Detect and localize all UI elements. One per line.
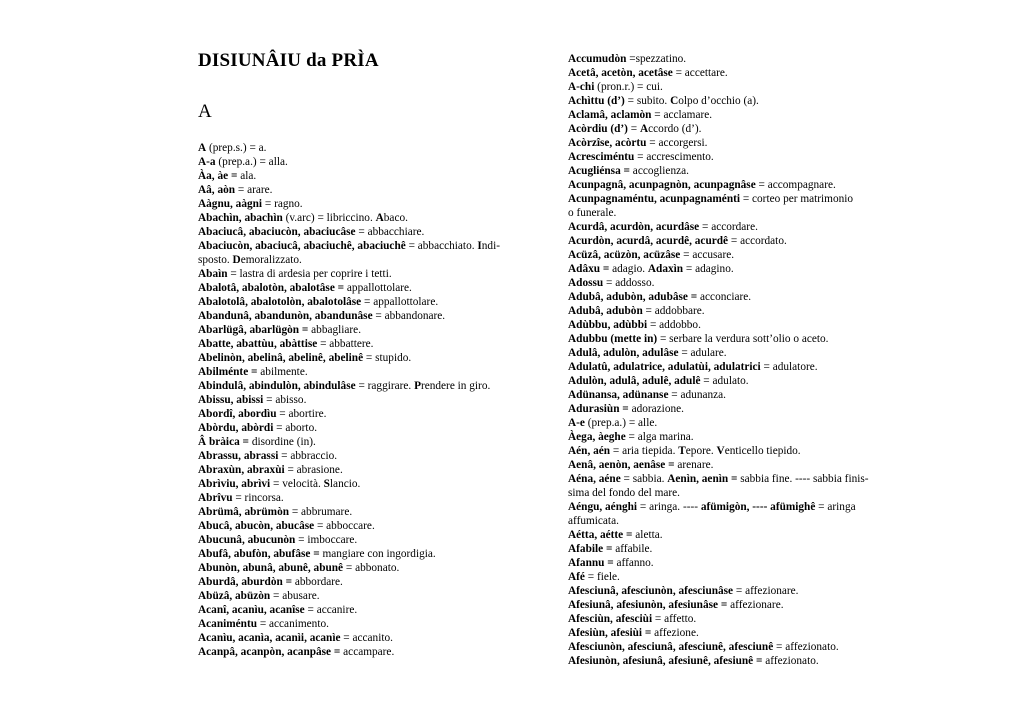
entry-headword: Abandunâ, abandunòn, abandunâse — [198, 310, 373, 322]
dictionary-entry — [198, 393, 528, 407]
entry-text: =spezzatino. — [626, 53, 687, 65]
entry-text: = abbacchiato. — [405, 240, 478, 252]
entry-text: rendere in giro. — [420, 380, 491, 392]
entry-headword: A — [375, 212, 384, 224]
entry-headword: Abalotâ, abalotòn, abalotâse = — [198, 282, 345, 294]
entry-text: = fiele. — [584, 571, 620, 583]
entry-headword: Aenâ, aenòn, aenâse = — [568, 459, 675, 471]
entry-text: = accorgersi. — [646, 137, 708, 149]
entry-headword: Abelinòn, abelinâ, abelinê, abelinê — [198, 352, 364, 364]
entry-text: affezionato. — [762, 655, 819, 667]
section-letter: A — [198, 101, 212, 122]
entry-text: = rincorsa. — [232, 492, 284, 504]
entry-headword: Acunpagnaméntu, acunpagnaménti — [568, 193, 740, 205]
entry-text: olpo d’occhio (a). — [678, 95, 759, 107]
entry-text: affanno. — [613, 557, 654, 569]
dictionary-entry — [198, 337, 528, 351]
entry-text: aletta. — [632, 529, 663, 541]
entry-text: (prep.s.) = a. — [206, 142, 267, 154]
entry-text: ndi- — [481, 240, 500, 252]
entry-text: = accanire. — [304, 604, 358, 616]
entry-headword: Aén, aén — [568, 445, 611, 457]
dictionary-entry — [198, 267, 528, 281]
entry-text: ala. — [237, 170, 257, 182]
entry-headword: Aenìn, aenìn = — [667, 473, 738, 485]
entry-text: = appallottolare. — [361, 296, 439, 308]
entry-headword: Abrìviu, abrìvi — [198, 478, 271, 490]
entry-headword: Aburdâ, aburdòn = — [198, 576, 293, 588]
dictionary-entry — [568, 248, 898, 262]
dictionary-entry — [198, 617, 528, 631]
dictionary-entry — [568, 290, 898, 304]
entry-headword: Acetâ, acetòn, acetâse — [568, 67, 673, 79]
right-column — [568, 52, 898, 668]
entry-text: = sabbia. — [620, 473, 668, 485]
dictionary-entry — [568, 52, 898, 66]
dictionary-entry — [198, 491, 528, 505]
dictionary-entry — [198, 505, 528, 519]
dictionary-entry — [568, 164, 898, 178]
entry-headword: P — [414, 380, 421, 392]
entry-text: = aringa — [815, 501, 856, 513]
dictionary-entry — [198, 435, 528, 449]
entry-text: o funerale. — [568, 207, 617, 219]
entry-headword: Â bràica = — [198, 436, 249, 448]
dictionary-entry — [568, 626, 898, 640]
entry-text: = accusare. — [680, 249, 735, 261]
entry-text: = — [627, 123, 640, 135]
entry-text: = aria tiepida. — [610, 445, 679, 457]
dictionary-entry — [568, 94, 898, 108]
dictionary-entry — [198, 211, 528, 225]
dictionary-entry — [568, 584, 898, 598]
dictionary-entry — [568, 472, 898, 500]
entry-headword: Abaciucâ, abaciucòn, abaciucâse — [198, 226, 356, 238]
entry-headword: Afesiunòn, afesiunâ, afesiunê, afesiunê = — [568, 655, 763, 667]
entry-text: = accordato. — [728, 235, 787, 247]
dictionary-entry — [198, 239, 528, 267]
entry-headword: Abarlügâ, abarlügòn = — [198, 324, 309, 336]
entry-headword: Abilménte = — [198, 366, 258, 378]
dictionary-entry — [198, 603, 528, 617]
entry-text: = aborto. — [273, 422, 318, 434]
dictionary-entry — [568, 500, 898, 528]
entry-text: = ragno. — [262, 198, 303, 210]
entry-text: disordine (in). — [249, 436, 316, 448]
entry-headword: Acunpagnâ, acunpagnòn, acunpagnâse — [568, 179, 756, 191]
entry-text: (prep.a.) = alle. — [584, 417, 658, 429]
dictionary-entry — [198, 323, 528, 337]
entry-text: = adulare. — [678, 347, 727, 359]
entry-text: lancio. — [329, 478, 361, 490]
entry-headword: S — [323, 478, 330, 490]
entry-text: sima del fondo del mare. — [568, 487, 680, 499]
entry-headword: Adulòn, adulâ, adulê, adulê — [568, 375, 701, 387]
dictionary-entry — [568, 598, 898, 612]
entry-text: = imboccare. — [295, 534, 358, 546]
entry-text: (prep.a.) = alla. — [215, 156, 288, 168]
dictionary-entry — [198, 407, 528, 421]
entry-text: = abbandonare. — [372, 310, 446, 322]
entry-headword: A-chi — [568, 81, 595, 93]
entry-headword: Abüzâ, abüzòn — [198, 590, 271, 602]
entry-headword: Acurdâ, acurdòn, acurdâse — [568, 221, 700, 233]
entry-text: = raggirare. — [355, 380, 415, 392]
dictionary-entry — [198, 533, 528, 547]
dictionary-entry — [568, 136, 898, 150]
entry-text: affezionare. — [727, 599, 784, 611]
entry-headword: C — [670, 95, 679, 107]
entry-text: affezione. — [651, 627, 699, 639]
dictionary-entry — [568, 360, 898, 374]
entry-headword: Adubâ, adubòn, adubâse = — [568, 291, 698, 303]
entry-text: abbagliare. — [308, 324, 362, 336]
entry-headword: Acresciméntu — [568, 151, 635, 163]
dictionary-entry — [568, 458, 898, 472]
entry-headword: Afesciunòn, afesciunâ, afesciunê, afesciunê — [568, 641, 774, 653]
dictionary-entry — [568, 66, 898, 80]
dictionary-entry — [198, 225, 528, 239]
entry-text: epore. — [685, 445, 717, 457]
dictionary-entry — [198, 309, 528, 323]
entry-headword: Afé — [568, 571, 585, 583]
entry-text: = acclamare. — [651, 109, 713, 121]
entry-text: = alga marina. — [625, 431, 694, 443]
dictionary-entry — [198, 351, 528, 365]
entry-headword: Abalotolâ, abalotolòn, abalotolâse — [198, 296, 362, 308]
entry-text: = accompagnare. — [755, 179, 836, 191]
entry-text: = corteo per matrimonio — [740, 193, 854, 205]
dictionary-entry — [568, 220, 898, 234]
entry-text: = affetto. — [652, 613, 697, 625]
entry-text: = abbonato. — [343, 562, 400, 574]
dictionary-entry — [198, 575, 528, 589]
entry-headword: Abaciucòn, abaciucâ, abaciuchê, abaciuchê — [198, 240, 406, 252]
entry-text: = affezionato. — [773, 641, 839, 653]
dictionary-entry — [568, 192, 898, 220]
entry-headword: Afesciùn, afesciùi — [568, 613, 653, 625]
entry-text: sposto. — [198, 254, 233, 266]
entry-text: = serbare la verdura sott’olio o aceto. — [657, 333, 829, 345]
entry-headword: Adâxu = — [568, 263, 610, 275]
entry-headword: Afesciunâ, afesciunòn, afesciunâse — [568, 585, 734, 597]
dictionary-entry — [568, 122, 898, 136]
entry-headword: Acanî, acanìu, acanîse — [198, 604, 305, 616]
dictionary-entry — [568, 640, 898, 654]
dictionary-entry — [198, 645, 528, 659]
entry-headword: Accumudòn — [568, 53, 627, 65]
entry-text: = abbacchiare. — [355, 226, 425, 238]
entry-headword: Adubâ, adubòn — [568, 305, 643, 317]
entry-text: affumicata. — [568, 515, 619, 527]
dictionary-entry — [198, 365, 528, 379]
entry-headword: Acaniméntu — [198, 618, 257, 630]
entry-text: = accanimento. — [257, 618, 329, 630]
entry-headword: Abunòn, abunâ, abunê, abunê — [198, 562, 344, 574]
entry-text: acconciare. — [697, 291, 752, 303]
dictionary-entry — [198, 547, 528, 561]
entry-text: = subito. — [624, 95, 671, 107]
entry-text: = velocità. — [270, 478, 324, 490]
dictionary-entry — [568, 318, 898, 332]
entry-text: = arare. — [235, 184, 273, 196]
dictionary-entry — [198, 561, 528, 575]
entry-text: = adagino. — [683, 263, 734, 275]
entry-text: = abbraccio. — [278, 450, 338, 462]
entry-text: = lastra di ardesia per coprire i tetti. — [227, 268, 392, 280]
entry-text: = abortire. — [276, 408, 327, 420]
entry-headword: Abatte, abattùu, abàttise — [198, 338, 318, 350]
entry-headword: Achìttu (d’) — [568, 95, 625, 107]
entry-headword: Acurdòn, acurdâ, acurdê, acurdê — [568, 235, 729, 247]
entry-headword: Adurasiùn = — [568, 403, 629, 415]
entry-headword: T — [678, 445, 686, 457]
entry-headword: Abòrdu, abòrdi — [198, 422, 274, 434]
entry-headword: A-a — [198, 156, 216, 168]
entry-text: adorazione. — [628, 403, 684, 415]
entry-headword: I — [477, 240, 482, 252]
entry-headword: Adünansa, adünanse — [568, 389, 669, 401]
dictionary-entry — [568, 528, 898, 542]
dictionary-entry — [198, 281, 528, 295]
entry-headword: afümigòn, ---- afümighê — [700, 501, 816, 513]
dictionary-entry — [568, 332, 898, 346]
entry-text: abbordare. — [292, 576, 343, 588]
dictionary-entry — [568, 150, 898, 164]
dictionary-entry — [568, 234, 898, 248]
dictionary-entry — [198, 589, 528, 603]
entry-text: = affezionare. — [733, 585, 799, 597]
entry-headword: Abordî, abordìu — [198, 408, 277, 420]
dictionary-entry — [198, 155, 528, 169]
dictionary-entry — [568, 108, 898, 122]
entry-text: = addobbare. — [642, 305, 705, 317]
entry-text: = abisso. — [263, 394, 307, 406]
entry-headword: Afesiunâ, afesiunòn, afesiunâse = — [568, 599, 728, 611]
entry-headword: Abindulâ, abindulòn, abindulâse — [198, 380, 356, 392]
entry-text: sabbia fine. ---- sabbia finis- — [737, 473, 869, 485]
entry-text: = adulato. — [700, 375, 749, 387]
dictionary-entry — [568, 80, 898, 94]
entry-headword: Aétta, aétte = — [568, 529, 633, 541]
entry-headword: Àa, àe = — [198, 170, 238, 182]
entry-text: = accettare. — [672, 67, 728, 79]
dictionary-entry — [198, 183, 528, 197]
entry-headword: Adùbbu, adùbbi — [568, 319, 648, 331]
dictionary-entry — [198, 197, 528, 211]
entry-headword: A — [198, 142, 207, 154]
entry-headword: Abachìn, abachìn — [198, 212, 283, 224]
entry-headword: Acüzâ, acüzòn, acüzâse — [568, 249, 681, 261]
dictionary-entry — [198, 169, 528, 183]
entry-text: = aringa. ---- — [637, 501, 701, 513]
dictionary-entry — [198, 379, 528, 393]
entry-text: = addosso. — [603, 277, 655, 289]
entry-headword: Acugliénsa = — [568, 165, 630, 177]
page-title: DISIUNÂIU da PRÌA — [198, 50, 379, 71]
dictionary-entry — [198, 421, 528, 435]
dictionary-entry — [198, 519, 528, 533]
entry-headword: Afabile = — [568, 543, 613, 555]
entry-headword: Abaìn — [198, 268, 228, 280]
entry-headword: D — [232, 254, 241, 266]
dictionary-entry — [568, 612, 898, 626]
entry-headword: Abissu, abissi — [198, 394, 264, 406]
entry-headword: Adulâ, adulòn, adulâse — [568, 347, 679, 359]
dictionary-entry — [568, 402, 898, 416]
entry-text: = stupido. — [363, 352, 412, 364]
entry-text: affabile. — [612, 543, 653, 555]
dictionary-entry — [568, 570, 898, 584]
left-column — [198, 141, 528, 659]
entry-text: emoralizzato. — [240, 254, 302, 266]
dictionary-entry — [198, 463, 528, 477]
entry-text: = accrescimento. — [634, 151, 714, 163]
entry-headword: Adaxìn — [647, 263, 684, 275]
entry-headword: Adossu — [568, 277, 604, 289]
dictionary-entry — [198, 477, 528, 491]
entry-headword: Aéna, aéne — [568, 473, 621, 485]
dictionary-entry — [568, 388, 898, 402]
entry-headword: Afesiùn, afesiùi = — [568, 627, 652, 639]
entry-text: = abusare. — [270, 590, 320, 602]
dictionary-entry — [198, 631, 528, 645]
entry-text: ccordo (d’). — [648, 123, 702, 135]
dictionary-entry — [568, 276, 898, 290]
entry-headword: Abucâ, abucòn, abucâse — [198, 520, 315, 532]
dictionary-entry — [568, 542, 898, 556]
entry-headword: A — [639, 123, 649, 135]
entry-text: adagio. — [609, 263, 648, 275]
entry-headword: Aâ, aòn — [198, 184, 236, 196]
entry-headword: Acanpâ, acanpòn, acanpâse = — [198, 646, 341, 658]
entry-text: = adulatore. — [760, 361, 818, 373]
entry-headword: Abraxùn, abraxùi — [198, 464, 285, 476]
entry-text: = addobbo. — [647, 319, 701, 331]
entry-headword: Adulatû, adulatrice, adulatùi, adulatrici — [568, 361, 761, 373]
dictionary-entry — [198, 449, 528, 463]
entry-headword: Abrîvu — [198, 492, 233, 504]
entry-headword: Aàgnu, aàgni — [198, 198, 263, 210]
entry-headword: V — [716, 445, 725, 457]
dictionary-entry — [568, 374, 898, 388]
entry-headword: A-e — [568, 417, 585, 429]
entry-headword: Aéngu, aénghi — [568, 501, 638, 513]
entry-text: = abrasione. — [284, 464, 343, 476]
entry-text: enticello tiepido. — [724, 445, 801, 457]
entry-text: baco. — [383, 212, 408, 224]
entry-headword: Abufâ, abufòn, abufâse = — [198, 548, 320, 560]
entry-text: mangiare con ingordigia. — [319, 548, 436, 560]
dictionary-entry — [568, 556, 898, 570]
entry-headword: Acòrdiu (d’) — [568, 123, 628, 135]
entry-headword: Abrassu, abrassi — [198, 450, 279, 462]
entry-text: accampare. — [340, 646, 395, 658]
entry-text: accoglienza. — [629, 165, 689, 177]
entry-headword: Aclamâ, aclamòn — [568, 109, 652, 121]
entry-text: arenare. — [674, 459, 714, 471]
dictionary-entry — [568, 262, 898, 276]
entry-text: = abbattere. — [317, 338, 374, 350]
entry-text: appallottolare. — [344, 282, 412, 294]
entry-text: (v.arc) = libriccino. — [282, 212, 376, 224]
dictionary-entry — [568, 304, 898, 318]
dictionary-entry — [568, 416, 898, 430]
entry-headword: Abrümâ, abrümòn — [198, 506, 290, 518]
entry-headword: Acòrzîse, acòrtu — [568, 137, 647, 149]
dictionary-entry — [568, 346, 898, 360]
entry-headword: Afannu = — [568, 557, 614, 569]
entry-headword: Adubbu (mette in) — [568, 333, 658, 345]
dictionary-entry — [568, 178, 898, 192]
entry-headword: Àega, àeghe — [568, 431, 626, 443]
entry-text: = abbrumare. — [289, 506, 353, 518]
entry-text: = adunanza. — [668, 389, 726, 401]
entry-text: = accordare. — [699, 221, 758, 233]
entry-headword: Acanìu, acanìa, acanìi, acanìe — [198, 632, 341, 644]
entry-text: (pron.r.) = cui. — [594, 81, 663, 93]
dictionary-entry — [198, 141, 528, 155]
dictionary-entry — [568, 430, 898, 444]
dictionary-entry — [568, 654, 898, 668]
dictionary-entry — [568, 444, 898, 458]
entry-text: = abboccare. — [314, 520, 375, 532]
dictionary-entry — [198, 295, 528, 309]
entry-text: = accanito. — [340, 632, 393, 644]
entry-headword: Abucunâ, abucunòn — [198, 534, 296, 546]
entry-text: abilmente. — [257, 366, 308, 378]
